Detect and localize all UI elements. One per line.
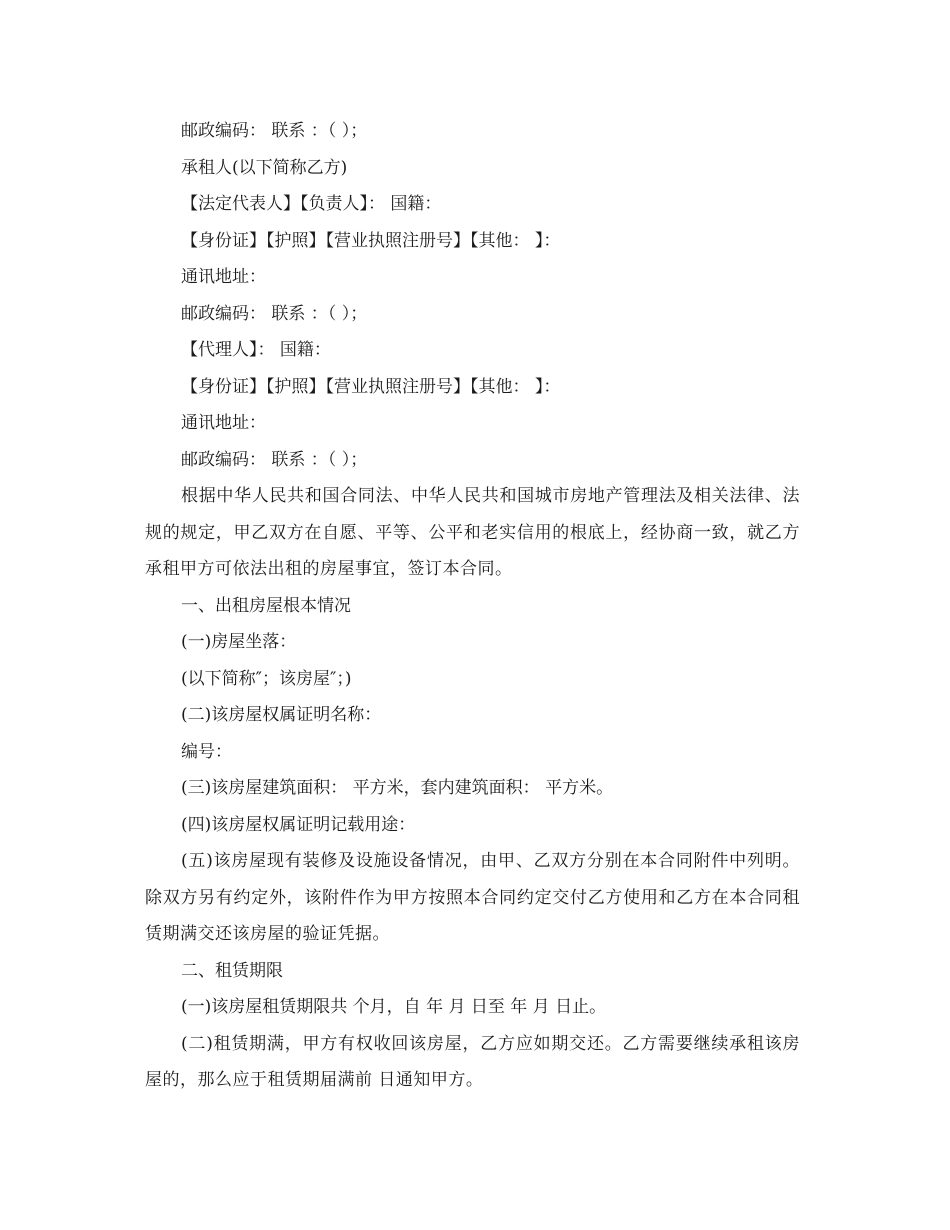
section-2-title: 二、租赁期限 <box>181 960 283 981</box>
address-line: 通讯地址： <box>181 267 266 287</box>
id-document-line: 【身份证】【护照】【营业执照注册号】【其他： 】： <box>181 376 561 397</box>
agent-line: 【代理人】： 国籍： <box>181 340 331 360</box>
ownership-certificate-line: (二)该房屋权属证明名称： <box>181 705 382 725</box>
registered-usage-line: (四)该房屋权属证明记载用途： <box>181 814 416 835</box>
lease-term-line: (一)该房屋租赁期限共 个月，自 年 月 日至 年 月 日止。 <box>181 997 607 1017</box>
address-line: 通讯地址： <box>181 413 266 433</box>
postal-code-line: 邮政编码： 联系 ：（ ）； <box>181 303 368 324</box>
section-1-title: 一、出租房屋根本情况 <box>181 595 351 616</box>
fixtures-paragraph: (五)该房屋现有装修及设施设备情况，由甲、乙双方分别在本合同附件中列明。除双方另有约定外，该附件作为甲方按照本合同约定交付乙方使用和乙方在本合同租赁期满交还该房屋的验证凭据。 <box>145 851 800 944</box>
postal-code-line: 邮政编码： 联系 ：（ ）； <box>181 121 368 141</box>
legal-representative-line: 【法定代表人】【负责人】： 国籍： <box>181 194 442 214</box>
postal-code-line: 邮政编码： 联系 ：（ ）； <box>181 449 368 470</box>
basis-paragraph: 根据中华人民共和国合同法、中华人民共和国城市房地产管理法及相关法律、法规的规定，甲乙双方在自愿、平等、公平和老实信用的根底上，经协商一致，就乙方承租甲方可依法出租的房屋事宜，签订本合同。 <box>145 486 800 579</box>
document-body <box>145 113 800 1099</box>
lease-expiry-paragraph: (二)租赁期满，甲方有权收回该房屋，乙方应如期交还。乙方需要继续承租该房屋的，那么应于租赁期届满前 日通知甲方。 <box>145 1033 800 1090</box>
property-alias-line: (以下简称″；该房屋″；) <box>181 668 352 689</box>
certificate-number-line: 编号： <box>181 741 232 762</box>
floor-area-line: (三)该房屋建筑面积： 平方米，套内建筑面积： 平方米。 <box>181 778 614 798</box>
property-location-line: (一)房屋坐落： <box>181 632 297 652</box>
id-document-line: 【身份证】【护照】【营业执照注册号】【其他： 】： <box>181 230 561 251</box>
lessee-heading: 承租人(以下简称乙方) <box>181 157 348 178</box>
